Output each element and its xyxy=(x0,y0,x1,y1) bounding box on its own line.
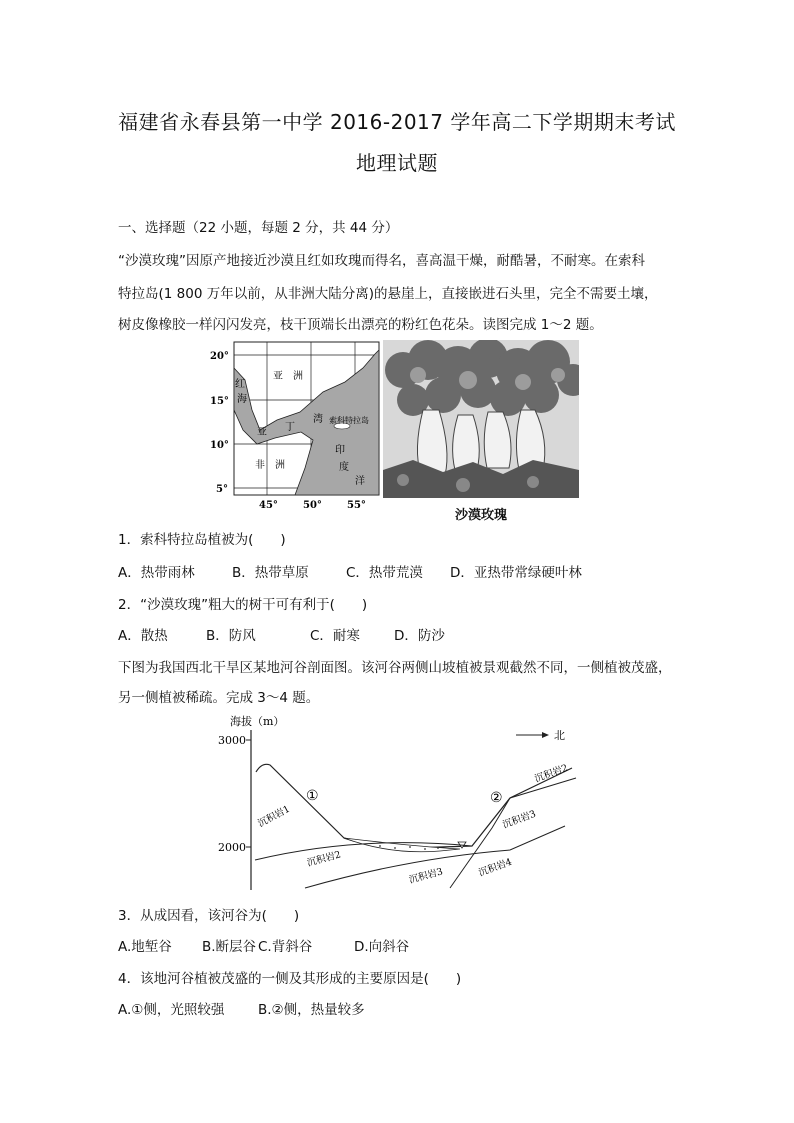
rock-label-4: 沉积岩2 xyxy=(533,762,570,785)
rock-label-1: 沉积岩1 xyxy=(256,803,292,830)
q4-options xyxy=(118,998,365,1018)
rock-label-3: 沉积岩3 xyxy=(407,866,445,886)
map-label-socotra: 索科特拉岛 xyxy=(329,416,369,425)
lon-label-55: 55° xyxy=(347,500,366,511)
passage1-line1: “沙漠玫瑰”因原产地接近沙漠且红如玫瑰而得名，喜高温干燥，耐酷暑，不耐寒。在索科 xyxy=(118,253,645,269)
lat-label-5: 5° xyxy=(216,484,228,495)
q2-option-a: A．散热 xyxy=(118,628,168,644)
socotra-map xyxy=(205,340,383,516)
map-label-asia: 亚 洲 xyxy=(273,371,303,382)
q2-option-d: D．防沙 xyxy=(394,628,445,644)
q3-option-d: D.向斜谷 xyxy=(354,939,410,955)
map-label-red-sea-1: 红 xyxy=(235,379,245,390)
marker-2: ② xyxy=(490,790,503,806)
q1-option-d: D．亚热带常绿硬叶林 xyxy=(450,565,582,581)
q3-option-b: B.断层谷 xyxy=(202,939,257,955)
doc-title-line1: 福建省永春县第一中学 2016-2017 学年高二下学期期末考试 xyxy=(118,110,676,134)
doc-title-line2: 地理试题 xyxy=(356,151,438,175)
map-label-ocean-2: 度 xyxy=(339,462,349,473)
lat-label-15: 15° xyxy=(210,396,229,407)
q1-stem: 1．索科特拉岛植被为( ) xyxy=(118,532,286,548)
north-label: 北 xyxy=(554,729,565,742)
valley-profile xyxy=(210,710,590,899)
q3-stem: 3．从成因看，该河谷为( ) xyxy=(118,908,300,924)
lon-label-50: 50° xyxy=(303,500,322,511)
rock-label-5: 沉积岩3 xyxy=(501,808,538,831)
map-label-africa: 非 洲 xyxy=(255,460,285,471)
y-axis-label: 海拔（m） xyxy=(230,715,285,728)
rock-label-2: 沉积岩2 xyxy=(305,849,343,869)
q3-option-a: A.地堑谷 xyxy=(118,939,172,955)
lat-label-10: 10° xyxy=(210,440,229,451)
y-tick-2000: 2000 xyxy=(218,841,246,854)
q3-options xyxy=(118,935,409,955)
q3-option-c: C.背斜谷 xyxy=(258,939,313,955)
q1-option-b: B．热带草原 xyxy=(232,565,309,581)
y-tick-3000: 3000 xyxy=(218,734,246,747)
q1-option-a: A．热带雨林 xyxy=(118,565,195,581)
passage1-line2: 特拉岛(1 800 万年以前，从非洲大陆分离)的悬崖上，直接嵌进石头里，完全不需要土壤， xyxy=(118,286,658,302)
passage1-line3: 树皮像橡胶一样闪闪发亮，枝干顶端长出漂亮的粉红色花朵。读图完成 1～2 题。 xyxy=(118,317,603,333)
rock-label-6: 沉积岩4 xyxy=(477,856,514,879)
q2-option-b: B．防风 xyxy=(206,628,256,644)
photo-caption: 沙漠玫瑰 xyxy=(454,508,507,523)
q1-option-c: C．热带荒漠 xyxy=(346,565,423,581)
map-label-gulf-1: 亚 xyxy=(257,427,267,438)
q1-options xyxy=(118,561,582,581)
map-label-gulf-3: 湾 xyxy=(313,414,323,425)
lon-label-45: 45° xyxy=(259,500,278,511)
q2-stem: 2．“沙漠玫瑰”粗大的树干可有利于( ) xyxy=(118,597,368,613)
passage2-line2: 另一侧植被稀疏。完成 3～4 题。 xyxy=(118,690,320,706)
map-label-red-sea-2: 海 xyxy=(237,394,247,405)
q2-option-c: C．耐寒 xyxy=(310,628,360,644)
q2-options xyxy=(118,624,445,644)
q4-stem: 4．该地河谷植被茂盛的一侧及其形成的主要原因是( ) xyxy=(118,971,462,987)
section-heading: 一、选择题（22 小题，每题 2 分，共 44 分） xyxy=(118,220,399,236)
map-label-gulf-2: 丁 xyxy=(285,422,295,433)
map-label-ocean-3: 洋 xyxy=(355,476,365,487)
desert-rose-photo xyxy=(383,340,579,498)
q4-option-b: B.②侧，热量较多 xyxy=(258,1002,365,1018)
lat-label-20: 20° xyxy=(210,351,229,362)
map-label-ocean-1: 印 xyxy=(335,445,345,456)
q4-option-a: A.①侧，光照较强 xyxy=(118,1002,225,1018)
marker-1: ① xyxy=(306,788,319,804)
passage2-line1: 下图为我国西北干旱区某地河谷剖面图。该河谷两侧山坡植被景观截然不同，一侧植被茂盛， xyxy=(118,660,672,676)
